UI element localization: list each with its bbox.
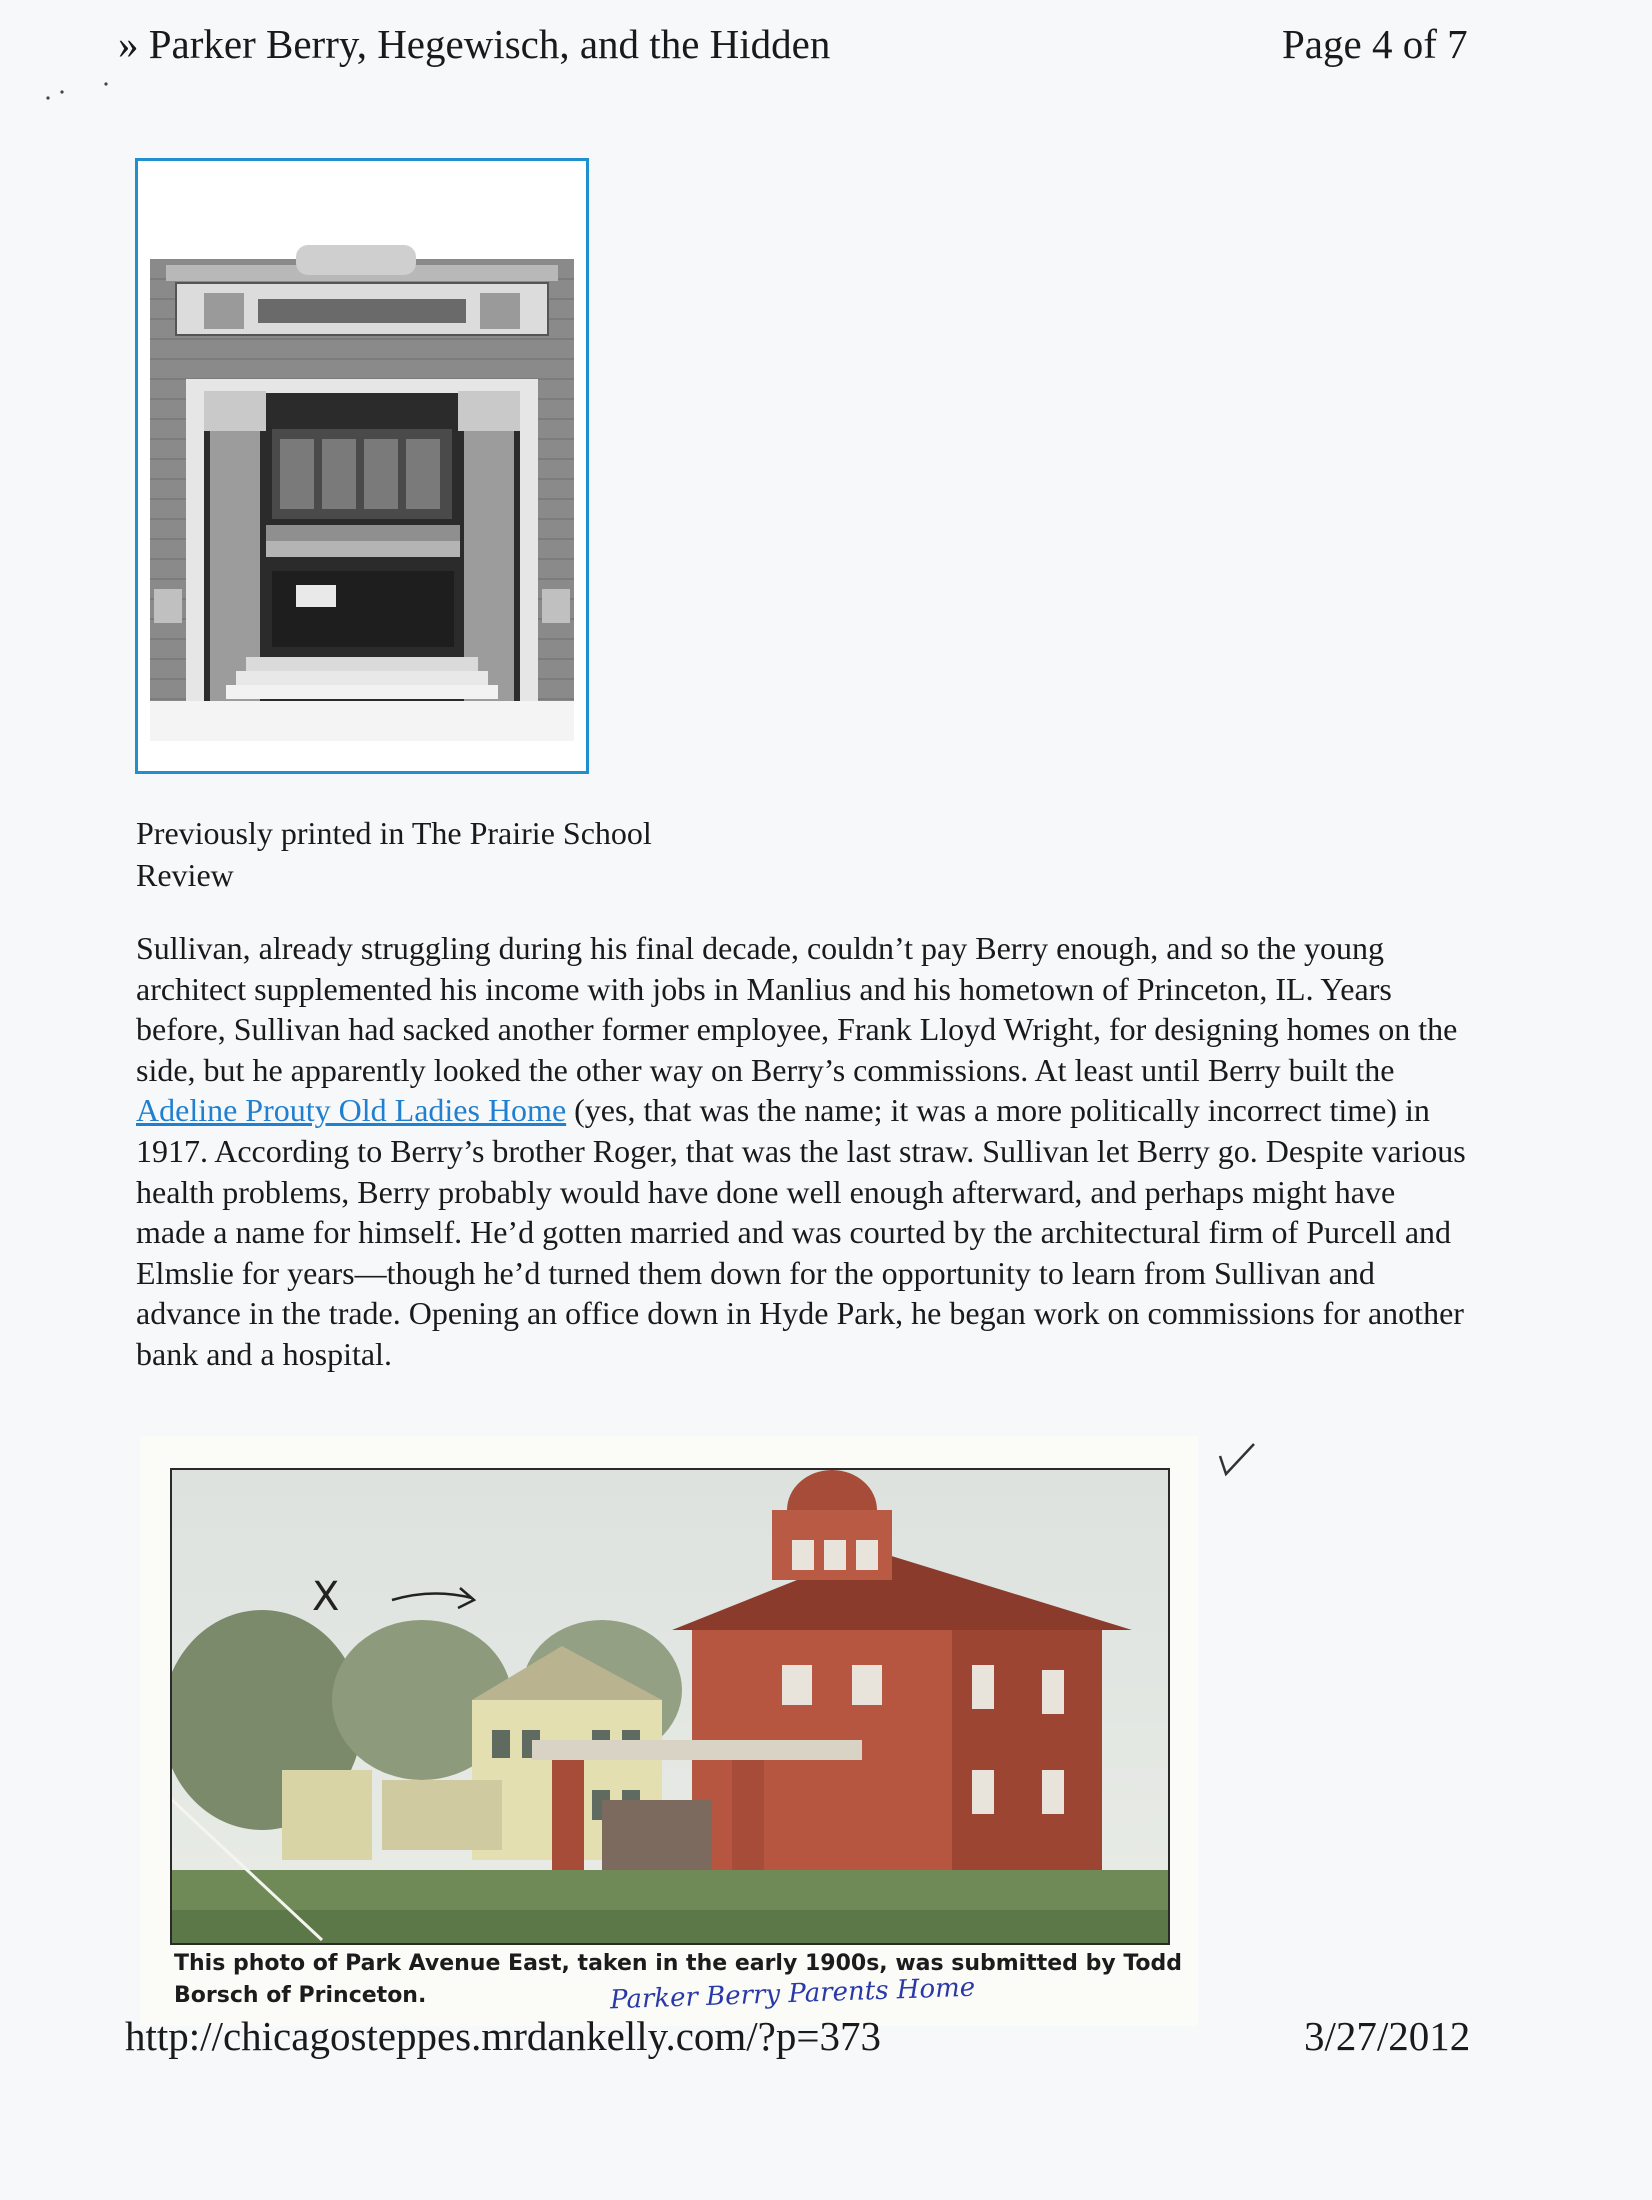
- footer-url: http://chicagosteppes.mrdankelly.com/?p=373: [125, 2013, 881, 2059]
- photo-caption: Previously printed in The Prairie School Review: [136, 815, 652, 893]
- handwritten-x-mark: X: [312, 1574, 340, 1620]
- page-indicator: Page 4 of 7: [1282, 21, 1468, 67]
- handwritten-note: Parker Berry Parents Home: [609, 1972, 976, 2016]
- bank-facade-photo: [135, 158, 589, 774]
- check-mark-icon: [1214, 1438, 1264, 1478]
- bank-facade-illustration: [146, 169, 578, 763]
- scan-speck-marks: [44, 76, 124, 116]
- park-avenue-illustration: [172, 1470, 1168, 1943]
- article-text-end: (yes, that was the name; it was a more politically incorrect time) in 1917. According to Berry’s brother Roger, that was the last straw. Sullivan let Berry go. Despite various health problems, Berry probably would have done well enough afterward, and perhaps might have made a name for himself. He’d gotten married and was courted by the architectural firm of Purcell and Elmslie for years—though he’d turned them down for the opportunity to learn from Sullivan and advance in the trade. Opening an office down in Hyde Park, he began work on commissions for another bank and a hospital.: [136, 1092, 1466, 1372]
- newspaper-clipping: [140, 1436, 1198, 2026]
- clipping-caption: This photo of Park Avenue East, taken in the early 1900s, was submitted by Todd Borsch of Princeton.: [174, 1951, 1183, 2008]
- article-paragraph: [136, 928, 1466, 1375]
- page-title: » Parker Berry, Hegewisch, and the Hidden: [118, 21, 831, 67]
- park-avenue-photo: [170, 1468, 1170, 1945]
- footer-date: 3/27/2012: [1304, 2013, 1471, 2059]
- article-text-start: Sullivan, already struggling during his final decade, couldn’t pay Berry enough, and so the young architect supplemented his income with jobs in Manlius and his hometown of Princeton, IL. Years before, Sullivan had sacked another former employee, Frank Lloyd Wright, for designing homes on the side, but he apparently looked the other way on Berry’s commissions. At least until Berry built the: [136, 930, 1458, 1088]
- adeline-prouty-link[interactable]: Adeline Prouty Old Ladies Home: [136, 1092, 567, 1129]
